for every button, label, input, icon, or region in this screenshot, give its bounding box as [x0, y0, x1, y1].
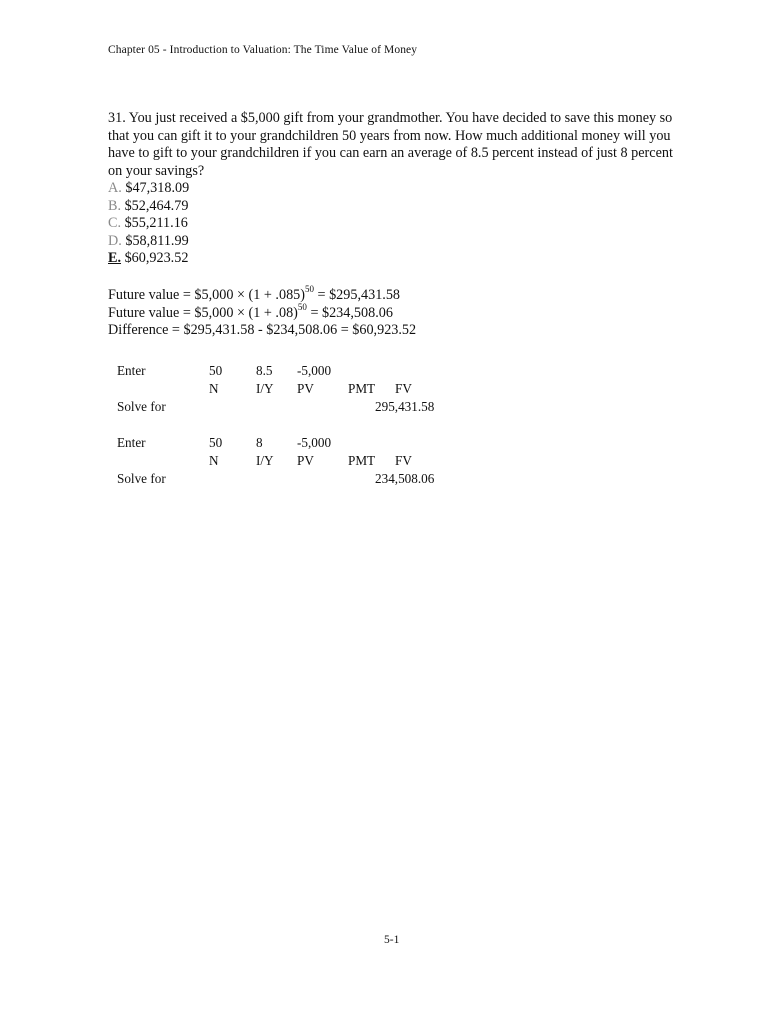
key-fv: FV	[395, 453, 412, 468]
page-number: 5-1	[384, 934, 400, 946]
solution-block	[108, 284, 417, 340]
choice-e-correct	[108, 250, 688, 268]
choice-value: $52,464.79	[124, 197, 189, 214]
key-pv: PV	[297, 453, 314, 468]
pv-value: -5,000	[297, 363, 332, 378]
choice-letter: A.	[108, 180, 122, 196]
choice-b	[108, 198, 688, 216]
enter-row	[117, 434, 477, 452]
future-value-line-1	[108, 284, 416, 305]
fv-result: 234,508.06	[375, 471, 435, 486]
formula-result: = $295,431.58	[313, 287, 401, 303]
key-n: N	[209, 381, 219, 396]
key-fv: FV	[395, 381, 412, 396]
key-pmt: PMT	[348, 381, 376, 396]
choice-value: $47,318.09	[125, 180, 190, 196]
solve-row	[117, 470, 477, 488]
choice-letter: C.	[108, 215, 122, 231]
enter-label: Enter	[117, 363, 146, 378]
formula-text: Future value = $5,000 × (1 + .08)	[108, 304, 298, 321]
answer-choices	[108, 180, 688, 268]
choice-c	[108, 215, 688, 233]
keys-row	[117, 452, 477, 470]
iy-value: 8	[256, 435, 263, 450]
choice-letter: E.	[108, 250, 122, 266]
question-block	[108, 110, 688, 268]
n-value: 50	[209, 435, 223, 450]
solve-row	[117, 398, 477, 416]
enter-label: Enter	[117, 435, 146, 450]
keys-row	[117, 380, 477, 398]
question-text: 31. You just received a $5,000 gift from your grandmother. You have decided to save this money so that you can gift it to your grandchildren 50 years from now. How much additional money will you have to gift to your grandchildren if you can earn an average of 8.5 percent instead of just 8 percent on your savings?	[108, 110, 673, 179]
choice-a	[108, 180, 688, 198]
formula-text: Future value = $5,000 × (1 + .085)	[108, 287, 305, 303]
calculator-table-2	[117, 434, 477, 488]
choice-letter: D.	[108, 232, 122, 249]
fv-result: 295,431.58	[375, 399, 435, 414]
key-pv: PV	[297, 381, 314, 396]
formula-result: = $234,508.06	[306, 304, 393, 321]
choice-d	[108, 233, 688, 251]
pv-value: -5,000	[297, 435, 332, 450]
solve-label: Solve for	[117, 399, 166, 414]
enter-row	[117, 362, 477, 380]
choice-value: $60,923.52	[124, 250, 189, 266]
choice-value: $58,811.99	[125, 232, 189, 249]
calculator-table-1	[117, 362, 477, 416]
key-n: N	[209, 453, 219, 468]
iy-value: 8.5	[256, 363, 273, 378]
key-pmt: PMT	[348, 453, 376, 468]
key-iy: I/Y	[256, 453, 274, 468]
future-value-line-2	[108, 301, 416, 323]
key-iy: I/Y	[256, 381, 274, 396]
exponent: 50	[297, 301, 307, 312]
choice-value: $55,211.16	[124, 215, 188, 231]
chapter-header: Chapter 05 - Introduction to Valuation: The Time Value of Money	[108, 44, 418, 56]
choice-letter: B.	[108, 197, 122, 214]
n-value: 50	[209, 363, 223, 378]
solve-label: Solve for	[117, 471, 166, 486]
difference-line: Difference = $295,431.58 - $234,508.06 = $60,923.52	[108, 322, 417, 338]
exponent: 50	[304, 284, 314, 295]
